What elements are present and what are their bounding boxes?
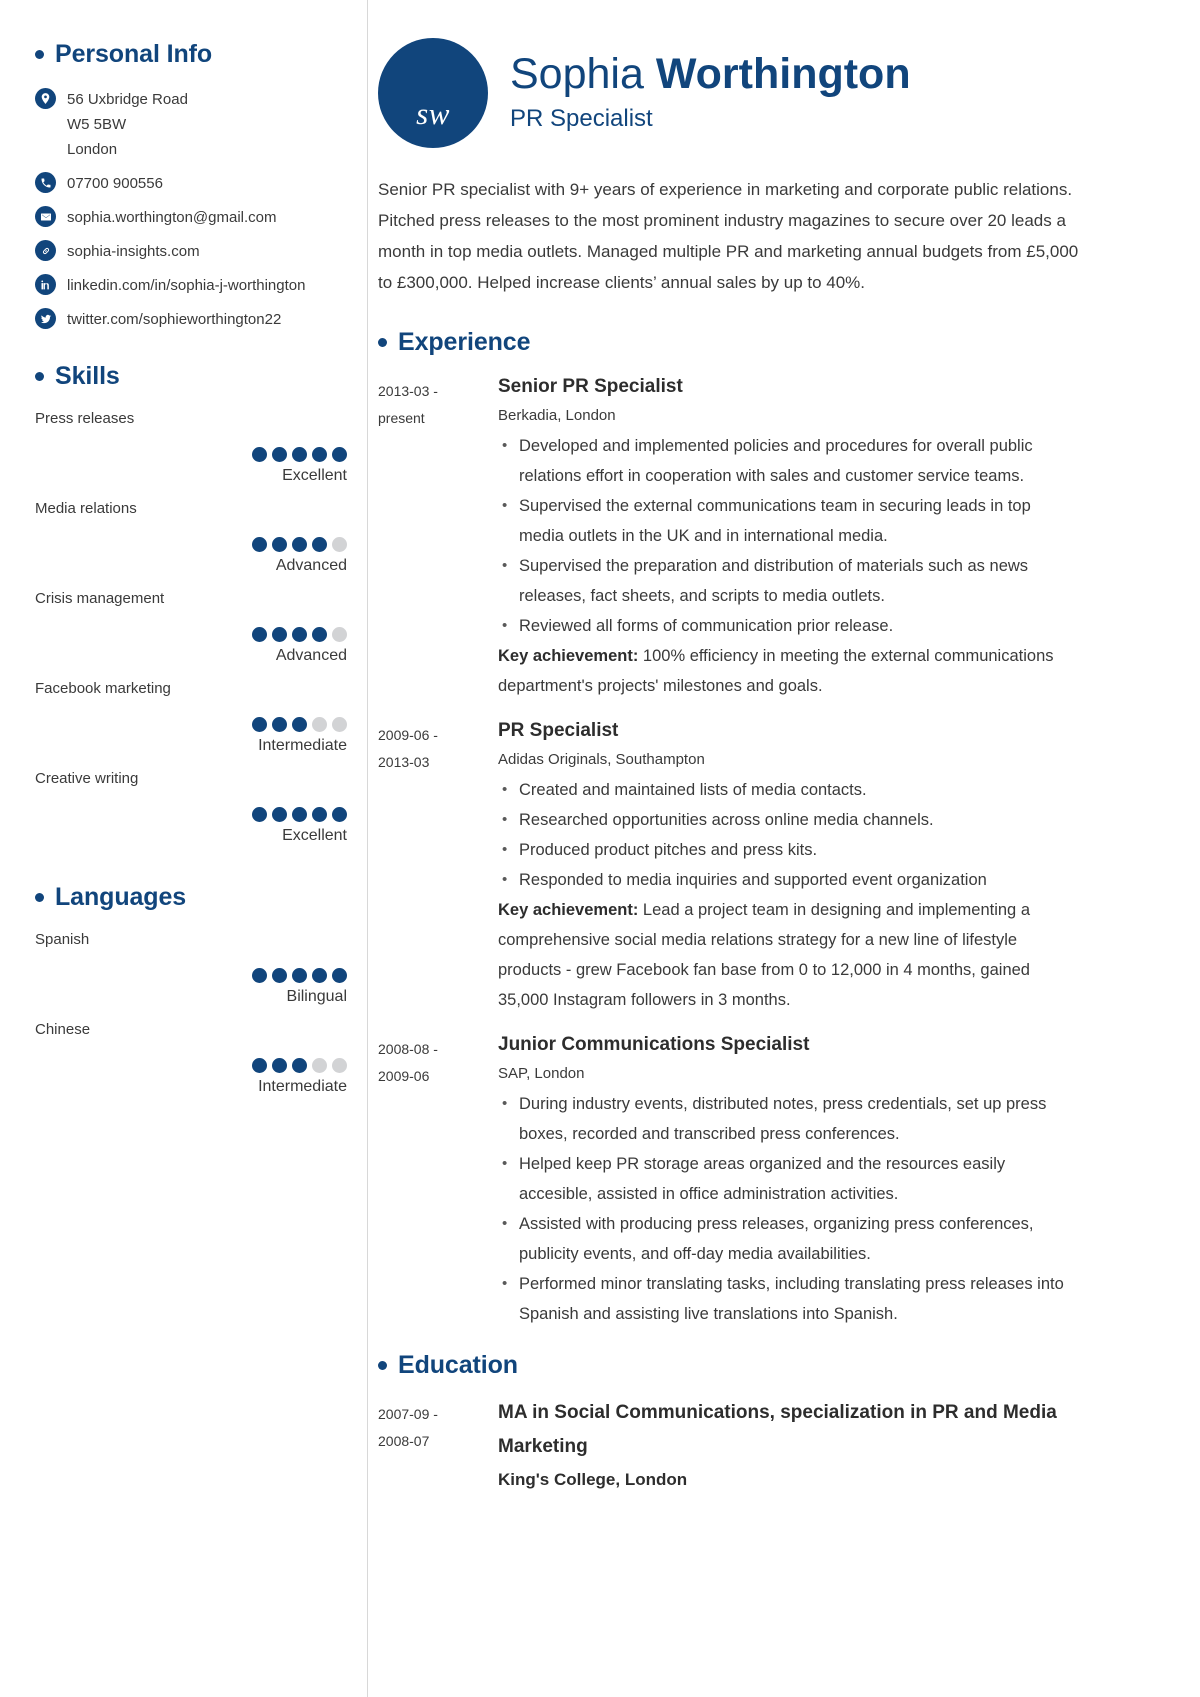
rating-dot — [332, 1058, 347, 1073]
key-achievement-label: Key achievement: — [498, 901, 639, 919]
section-header-education — [378, 1351, 1080, 1380]
rating-dot — [272, 627, 287, 642]
list-item: • Assisted with producing press releases, organizing press conferences, publicity events, and off-day media availabilities. — [498, 1209, 1080, 1269]
section-title: Education — [398, 1351, 518, 1379]
rating-dot — [312, 968, 327, 983]
date-start: 2008-08 - — [378, 1041, 438, 1057]
rating-dot — [312, 807, 327, 822]
language-level: Bilingual — [286, 988, 347, 1005]
entry-date-range — [378, 1031, 498, 1090]
entry-date-range — [378, 1396, 498, 1455]
section-bullet-icon — [35, 50, 44, 59]
date-end: 2013-03 — [378, 754, 430, 770]
rating-dot — [332, 968, 347, 983]
entry-bullet-list — [498, 1089, 1080, 1329]
rating-dot — [312, 717, 327, 732]
date-start: 2009-06 - — [378, 727, 438, 743]
experience-entry — [378, 717, 1080, 1015]
rating-dot — [292, 968, 307, 983]
linkedin-icon — [35, 274, 56, 295]
section-bullet-icon — [378, 1361, 387, 1370]
list-item: • Performed minor translating tasks, including translating press releases into Spanish and assisting live translations into Spanish. — [498, 1269, 1080, 1329]
entry-date-range — [378, 717, 498, 776]
date-end: 2008-07 — [378, 1433, 430, 1449]
education-school: King's College, London — [498, 1470, 688, 1489]
skill-level: Advanced — [275, 557, 347, 574]
avatar-initials: sw — [416, 96, 450, 131]
skill-item — [35, 589, 347, 666]
entry-role: Senior PR Specialist — [498, 376, 683, 397]
contact-phone[interactable] — [35, 171, 347, 196]
address-line-2: W5 5BW — [67, 116, 127, 133]
rating-dot — [292, 447, 307, 462]
language-name: Chinese — [35, 1021, 91, 1038]
entry-key-achievement — [498, 895, 1080, 1015]
phone-icon — [35, 172, 56, 193]
address-line-1: 56 Uxbridge Road — [67, 91, 188, 108]
entry-organization: Adidas Originals, Southampton — [498, 751, 705, 768]
first-name: Sophia — [510, 50, 644, 98]
rating-dot — [292, 717, 307, 732]
rating-dot — [332, 627, 347, 642]
list-item: • Developed and implemented policies and procedures for overall public relations effort in cooperation with sales and customer service teams. — [498, 431, 1080, 491]
skill-name: Press releases — [35, 410, 135, 427]
entry-organization: SAP, London — [498, 1065, 585, 1082]
key-achievement-label: Key achievement: — [498, 647, 639, 665]
list-item: • Helped keep PR storage areas organized and the resources easily accesible, assisted in office administration activities. — [498, 1149, 1080, 1209]
experience-entry — [378, 1031, 1080, 1329]
twitter-text: twitter.com/sophieworthington22 — [67, 311, 282, 328]
skill-item — [35, 679, 347, 756]
skill-level: Excellent — [282, 827, 347, 844]
address-line-3: London — [67, 141, 118, 158]
education-entry — [378, 1396, 1080, 1495]
entry-organization: Berkadia, London — [498, 407, 616, 424]
email-text: sophia.worthington@gmail.com — [67, 209, 277, 226]
skill-level: Advanced — [275, 647, 347, 664]
date-end: 2009-06 — [378, 1068, 430, 1084]
section-header-personal-info — [35, 40, 347, 69]
rating-dot — [292, 1058, 307, 1073]
professional-summary: Senior PR specialist with 9+ years of experience in marketing and corporate public relations. Pitched press releases to the most prominent industry magazines to secure over 20 leads a month in top media outlets. Managed multiple PR and marketing annual budgets from £5,000 to £300,000. Helped increase clients’ annual sales by up to 40%. — [378, 180, 1079, 292]
twitter-icon — [35, 308, 56, 329]
page-title — [510, 48, 911, 100]
section-header-skills — [35, 362, 347, 391]
skill-name: Media relations — [35, 500, 137, 517]
list-item: • Created and maintained lists of media contacts. — [498, 775, 1080, 805]
language-rating-dots — [35, 968, 347, 983]
education-degree: MA in Social Communications, specialization in PR and Media Marketing — [498, 1402, 1057, 1457]
rating-dot — [332, 807, 347, 822]
job-title: PR Specialist — [510, 105, 653, 132]
main-content — [368, 0, 1200, 1697]
date-start: 2007-09 - — [378, 1406, 438, 1422]
rating-dot — [332, 447, 347, 462]
skill-item — [35, 409, 347, 486]
list-item: • Supervised the preparation and distribution of materials such as news releases, fact sheets, and scripts to media outlets. — [498, 551, 1080, 611]
phone-text: 07700 900556 — [67, 175, 163, 192]
rating-dot — [252, 968, 267, 983]
rating-dot — [292, 807, 307, 822]
section-header-languages — [35, 883, 347, 912]
contact-address — [35, 87, 347, 162]
location-pin-icon — [35, 88, 56, 109]
language-level: Intermediate — [258, 1078, 347, 1095]
contact-list — [35, 87, 347, 332]
key-achievement-text: Lead a project team in designing and implementing a comprehensive social media relations strategy for a new line of lifestyle products - grew Facebook fan base from 0 to 12,000 in 4 months, gained 35,000 Instagram followers in 3 months. — [498, 901, 1030, 1009]
contact-linkedin[interactable] — [35, 273, 347, 298]
skill-level: Excellent — [282, 467, 347, 484]
skill-name: Creative writing — [35, 770, 139, 787]
skill-item — [35, 769, 347, 846]
rating-dot — [252, 807, 267, 822]
list-item: • During industry events, distributed notes, press credentials, set up press boxes, recorded and transcribed press conferences. — [498, 1089, 1080, 1149]
rating-dot — [292, 627, 307, 642]
date-end: present — [378, 410, 425, 426]
section-title: Skills — [55, 362, 120, 390]
entry-bullet-list — [498, 775, 1080, 895]
section-title: Languages — [55, 883, 187, 911]
entry-date-range — [378, 373, 498, 432]
rating-dot — [272, 717, 287, 732]
envelope-icon — [35, 206, 56, 227]
language-item — [35, 930, 347, 1007]
contact-email[interactable] — [35, 205, 347, 230]
rating-dot — [252, 627, 267, 642]
list-item: • Responded to media inquiries and supported event organization — [498, 865, 1080, 895]
skill-rating-dots — [35, 447, 347, 462]
language-item — [35, 1020, 347, 1097]
section-header-experience — [378, 328, 1080, 357]
section-bullet-icon — [35, 372, 44, 381]
experience-entry — [378, 373, 1080, 701]
rating-dot — [272, 537, 287, 552]
section-title: Personal Info — [55, 40, 213, 68]
language-rating-dots — [35, 1058, 347, 1073]
key-achievement-text: 100% efficiency in meeting the external communications department's projects' milestones and goals. — [498, 647, 1054, 695]
section-bullet-icon — [35, 893, 44, 902]
rating-dot — [252, 717, 267, 732]
rating-dot — [272, 968, 287, 983]
list-item: • Produced product pitches and press kits. — [498, 835, 1080, 865]
skill-level: Intermediate — [258, 737, 347, 754]
resume-header — [378, 38, 1080, 148]
skill-rating-dots — [35, 807, 347, 822]
skill-name: Facebook marketing — [35, 680, 171, 697]
entry-bullet-list — [498, 431, 1080, 641]
last-name: Worthington — [655, 50, 911, 98]
rating-dot — [312, 1058, 327, 1073]
entry-key-achievement — [498, 641, 1080, 701]
skill-rating-dots — [35, 537, 347, 552]
skills-list — [35, 409, 347, 846]
sidebar — [0, 0, 368, 1697]
rating-dot — [312, 537, 327, 552]
rating-dot — [312, 627, 327, 642]
avatar — [378, 38, 488, 148]
rating-dot — [292, 537, 307, 552]
language-name: Spanish — [35, 931, 90, 948]
rating-dot — [272, 807, 287, 822]
link-icon — [35, 240, 56, 261]
website-text: sophia-insights.com — [67, 243, 200, 260]
section-bullet-icon — [378, 338, 387, 347]
list-item: • Researched opportunities across online media channels. — [498, 805, 1080, 835]
address-text — [67, 87, 188, 162]
rating-dot — [252, 537, 267, 552]
entry-role: PR Specialist — [498, 720, 619, 741]
skill-name: Crisis management — [35, 590, 165, 607]
contact-twitter[interactable] — [35, 307, 347, 332]
rating-dot — [272, 1058, 287, 1073]
skill-rating-dots — [35, 717, 347, 732]
rating-dot — [332, 717, 347, 732]
contact-website[interactable] — [35, 239, 347, 264]
rating-dot — [252, 1058, 267, 1073]
languages-list — [35, 930, 347, 1097]
rating-dot — [252, 447, 267, 462]
entry-role: Junior Communications Specialist — [498, 1034, 810, 1055]
rating-dot — [272, 447, 287, 462]
section-title: Experience — [398, 328, 531, 356]
rating-dot — [332, 537, 347, 552]
linkedin-text: linkedin.com/in/sophia-j-worthington — [67, 277, 306, 294]
list-item: • Supervised the external communications team in securing leads in top media outlets in the UK and in international media. — [498, 491, 1080, 551]
skill-item — [35, 499, 347, 576]
list-item: • Reviewed all forms of communication prior release. — [498, 611, 1080, 641]
rating-dot — [312, 447, 327, 462]
skill-rating-dots — [35, 627, 347, 642]
date-start: 2013-03 - — [378, 383, 438, 399]
